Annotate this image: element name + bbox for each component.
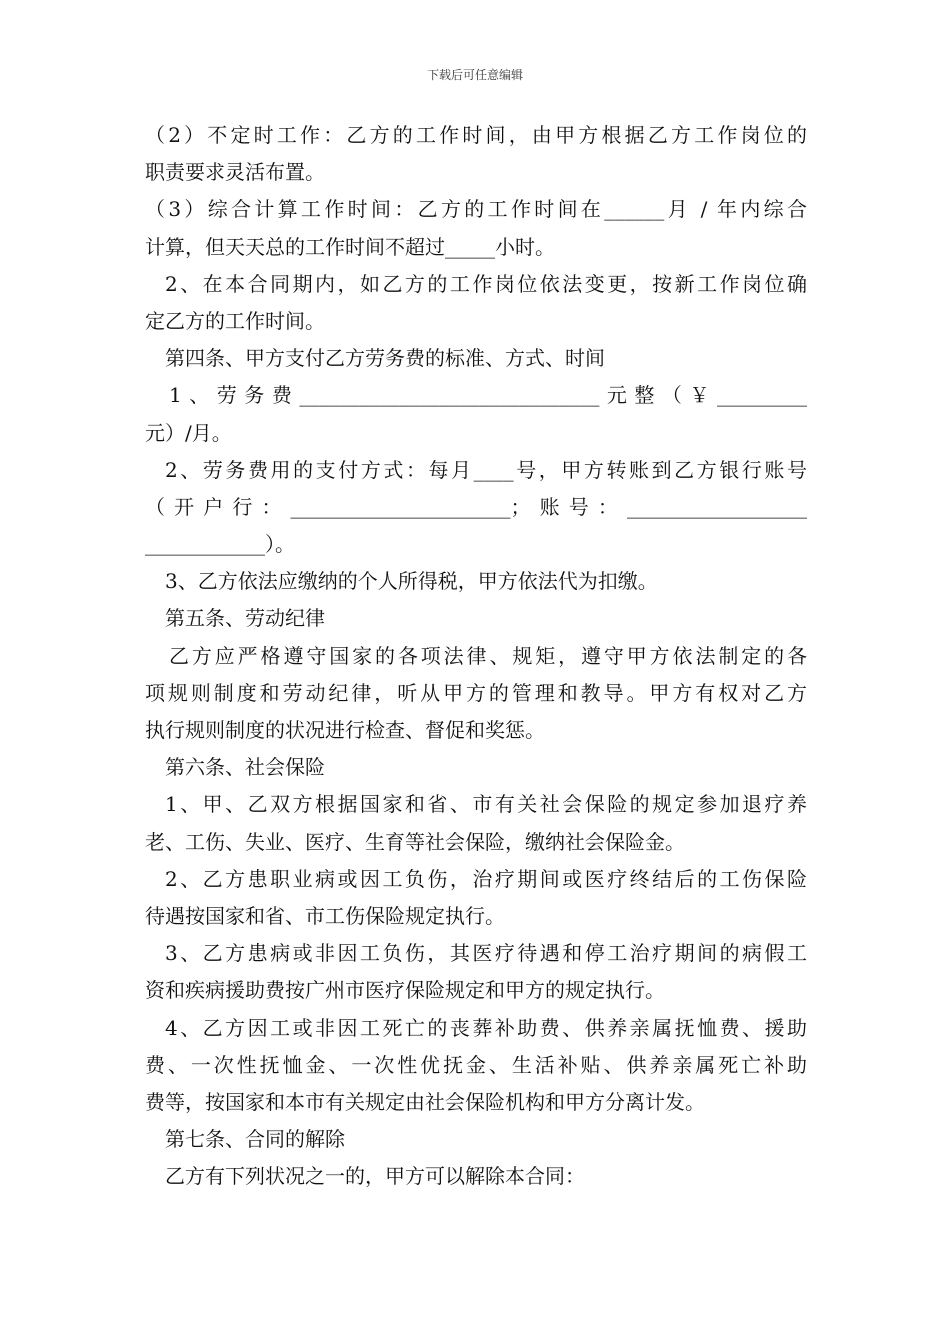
article-heading: 第五条、劳动纪律 bbox=[165, 606, 325, 631]
paragraph-line: （3）综合计算工作时间：乙方的工作时间在______月 / 年内综合 bbox=[145, 197, 807, 222]
page-header: 下载后可任意编辑 bbox=[426, 68, 523, 82]
paragraph-line: 待遇按国家和省、市工伤保险规定执行。 bbox=[145, 903, 505, 928]
paragraph-line: 费、一次性抚恤金、一次性优抚金、生活补贴、供养亲属死亡补助 bbox=[145, 1052, 807, 1077]
paragraph-line: 老、工伤、失业、医疗、生育等社会保险，缴纳社会保险金。 bbox=[145, 829, 685, 854]
paragraph-line: 资和疾病援助费按广州市医疗保险规定和甲方的规定执行。 bbox=[145, 978, 665, 1003]
paragraph-line: 乙方应严格遵守国家的各项法律、规矩，遵守甲方依法制定的各 bbox=[169, 643, 807, 668]
paragraph-line: 定乙方的工作时间。 bbox=[145, 308, 325, 333]
paragraph-line: （2）不定时工作：乙方的工作时间，由甲方根据乙方工作岗位的 bbox=[145, 123, 807, 147]
article-heading: 第七条、合同的解除 bbox=[165, 1127, 345, 1152]
paragraph-line: 2、劳务费用的支付方式：每月____号，甲方转账到乙方银行账号 bbox=[165, 457, 807, 482]
paragraph-line: ____________）。 bbox=[145, 532, 295, 557]
paragraph-line: 执行规则制度的状况进行检查、督促和奖惩。 bbox=[145, 718, 545, 742]
paragraph-line: 1、劳务费______________________________元整（￥_________ bbox=[169, 383, 807, 408]
paragraph-line: 职责要求灵活布置。 bbox=[145, 160, 325, 185]
document-body bbox=[145, 117, 807, 1195]
paragraph-line: 2、在本合同期内，如乙方的工作岗位依法变更，按新工作岗位确 bbox=[165, 271, 807, 296]
paragraph-line: 乙方有下列状况之一的，甲方可以解除本合同： bbox=[165, 1164, 585, 1189]
paragraph-line: 计算，但天天总的工作时间不超过_____小时。 bbox=[145, 234, 555, 259]
paragraph-line: 费等，按国家和本市有关规定由社会保险机构和甲方分离计发。 bbox=[145, 1089, 705, 1114]
paragraph-line: 元）/月。 bbox=[145, 420, 232, 445]
paragraph-line: 4、乙方因工或非因工死亡的丧葬补助费、供养亲属抚恤费、援助 bbox=[165, 1015, 807, 1040]
paragraph-line: （开户行：______________________；账号：__________________ bbox=[145, 494, 807, 519]
paragraph-line: 1、甲、乙双方根据国家和省、市有关社会保险的规定参加退疗养 bbox=[165, 792, 807, 817]
article-heading: 第六条、社会保险 bbox=[165, 755, 325, 780]
paragraph-line: 3、乙方依法应缴纳的个人所得税，甲方依法代为扣缴。 bbox=[165, 569, 658, 594]
article-heading: 第四条、甲方支付乙方劳务费的标准、方式、时间 bbox=[165, 346, 605, 371]
paragraph-line: 项规则制度和劳动纪律，听从甲方的管理和教导。甲方有权对乙方 bbox=[145, 680, 807, 705]
paragraph-line: 2、乙方患职业病或因工负伤，治疗期间或医疗终结后的工伤保险 bbox=[165, 866, 807, 891]
paragraph-line: 3、乙方患病或非因工负伤，其医疗待遇和停工治疗期间的病假工 bbox=[165, 941, 807, 966]
